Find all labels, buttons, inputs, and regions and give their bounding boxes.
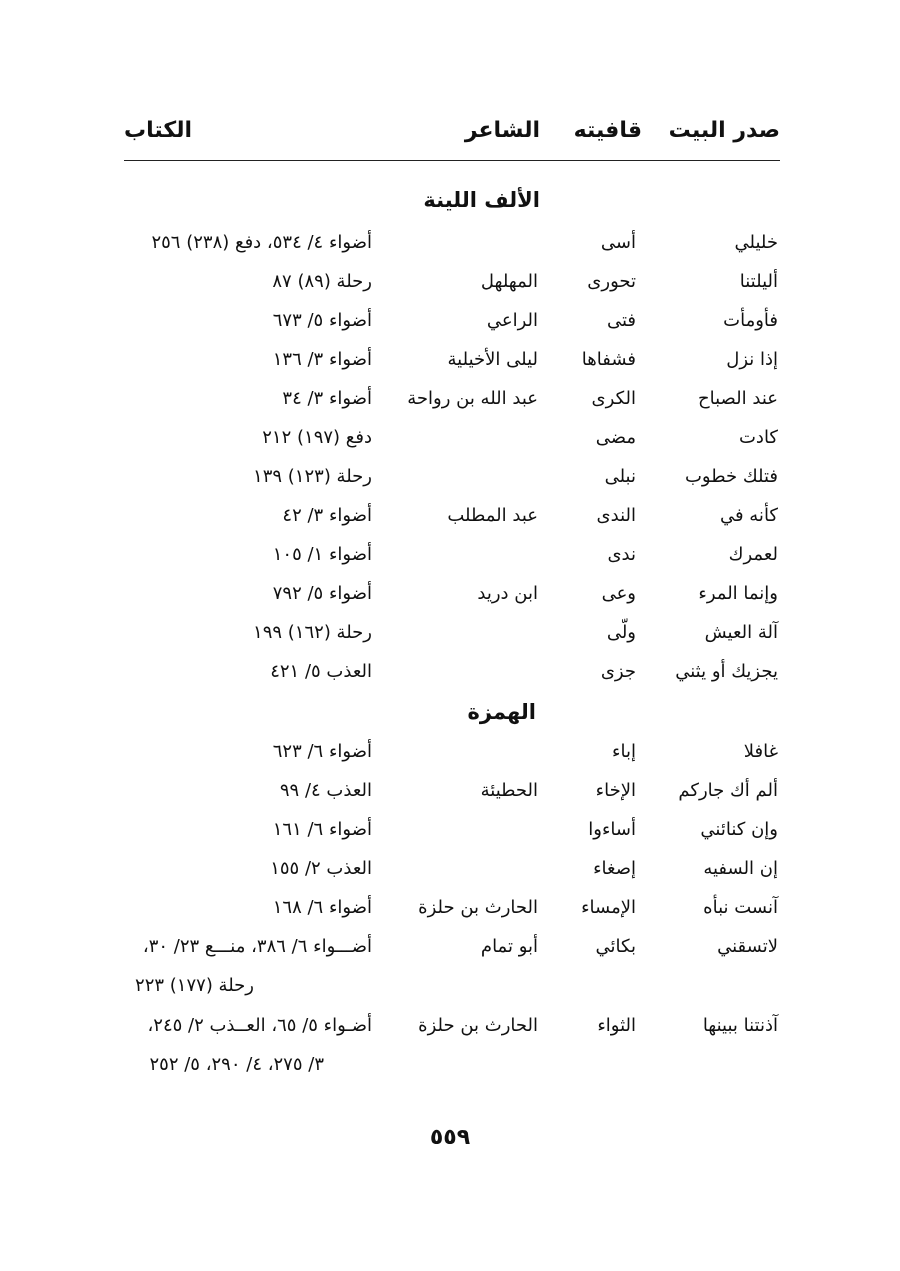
book-reference: أضواء ٥/ ٦٧٣ (272, 310, 372, 331)
book-reference: أضواء ٣/ ٣٤ (282, 388, 372, 409)
book-reference: أضواء ٣/ ١٣٦ (272, 349, 372, 370)
book-reference: أضواء ٥/ ٧٩٢ (272, 583, 372, 604)
book-reference: رحلة (٨٩) ٨٧ (272, 271, 372, 292)
book-reference: أضواء ٦/ ١٦١ (272, 819, 372, 840)
table-row (0, 622, 900, 658)
table-row (0, 819, 900, 855)
verse-start: فتلك خطوب (684, 466, 778, 487)
table-row (0, 1015, 900, 1051)
poet: الحارث بن حلزة (418, 897, 538, 918)
rhyme: إصغاء (593, 858, 636, 879)
table-row (0, 388, 900, 424)
poet: الحطيئة (480, 780, 538, 801)
table-row (0, 505, 900, 541)
rhyme: وعى (601, 583, 636, 604)
header-rule (124, 160, 780, 161)
table-row (0, 741, 900, 777)
header-col-verse-start: صدر البيت (668, 118, 780, 143)
poet: المهلهل (480, 271, 538, 292)
verse-start: إن السفيه (703, 858, 778, 879)
table-row (0, 349, 900, 385)
verse-start: كأنه في (719, 505, 778, 526)
rhyme: فشفاها (581, 349, 636, 370)
book-reference: أضواء ٤/ ٥٣٤، دفع (٢٣٨) ٢٥٦ (151, 232, 372, 253)
book-reference: رحلة (١٦٢) ١٩٩ (253, 622, 372, 643)
book-reference-continued: رحلة (١٧٧) ٢٢٣ (135, 975, 254, 996)
verse-start: كادت (738, 427, 778, 448)
table-row (0, 583, 900, 619)
header-col-rhyme: قافيته (573, 118, 642, 143)
header-col-book: الكتاب (124, 118, 192, 143)
section-title: الهمزة (467, 700, 536, 724)
rhyme: الإمساء (581, 897, 636, 918)
book-reference: أضواء ٣/ ٤٢ (282, 505, 372, 526)
book-reference: العذب ٢/ ١٥٥ (270, 858, 372, 879)
rhyme: الإخاء (595, 780, 636, 801)
rhyme: ولّى (606, 622, 636, 643)
verse-start: لاتسقني (717, 936, 778, 957)
rhyme: نبلى (604, 466, 636, 487)
table-row (0, 936, 900, 972)
verse-start: وإنما المرء (698, 583, 778, 604)
verse-start: آنست نبأه (703, 897, 778, 918)
book-reference: أضـــواء ٦/ ٣٨٦، منـــع ٢٣/ ٣٠، (142, 936, 372, 957)
table-row (0, 858, 900, 894)
book-reference: أضواء ٦/ ٦٢٣ (272, 741, 372, 762)
book-reference: رحلة (١٢٣) ١٣٩ (253, 466, 372, 487)
rhyme: الثواء (597, 1015, 636, 1036)
verse-start: يجزيك أو يثني (675, 661, 778, 682)
verse-start: عند الصباح (698, 388, 778, 409)
table-row (0, 271, 900, 307)
verse-start: غافلا (743, 741, 778, 762)
verse-start: آذنتنا ببينها (702, 1015, 778, 1036)
rhyme: ندى (607, 544, 636, 565)
header-col-poet: الشاعر (464, 118, 540, 143)
book-reference: العذب ٤/ ٩٩ (279, 780, 372, 801)
verse-start: وإن كنائني (700, 819, 778, 840)
verse-start: أليلتنا (739, 271, 778, 292)
rhyme: الكرى (591, 388, 636, 409)
book-reference: دفع (١٩٧) ٢١٢ (262, 427, 372, 448)
verse-start: إذا نزل (726, 349, 778, 370)
poet: الراعي (486, 310, 538, 331)
book-reference: العذب ٥/ ٤٢١ (270, 661, 372, 682)
verse-start: آلة العيش (704, 622, 778, 643)
table-row (0, 661, 900, 697)
table-row (0, 780, 900, 816)
table-row (0, 232, 900, 268)
rhyme: فتى (606, 310, 636, 331)
poet: الحارث بن حلزة (418, 1015, 538, 1036)
poet: أبو تمام (480, 936, 538, 957)
poet: ليلى الأخيلية (447, 349, 538, 370)
rhyme: أسى (600, 232, 636, 253)
poet: عبد الله بن رواحة (407, 388, 538, 409)
poet: عبد المطلب (447, 505, 538, 526)
book-reference: أضواء ٦/ ١٦٨ (272, 897, 372, 918)
rhyme: إباء (612, 741, 636, 762)
book-reference: أضواء ١/ ١٠٥ (272, 544, 372, 565)
verse-start: خليلي (734, 232, 778, 253)
table-row (0, 466, 900, 502)
rhyme: أساءوا (588, 819, 636, 840)
rhyme: الندى (596, 505, 636, 526)
rhyme: بكائي (595, 936, 636, 957)
section-title: الألف اللينة (423, 188, 540, 212)
poet: ابن دريد (477, 583, 538, 604)
verse-start: فأومأت (723, 310, 778, 331)
verse-start: لعمرك (728, 544, 778, 565)
table-row (0, 544, 900, 580)
book-reference-continued: ٣/ ٢٧٥، ٤/ ٢٩٠، ٥/ ٢٥٢ (149, 1054, 324, 1075)
rhyme: جزى (600, 661, 636, 682)
table-row (0, 427, 900, 463)
rhyme: مضى (595, 427, 636, 448)
book-reference: أضـواء ٥/ ٦٥، العــذب ٢/ ٢٤٥، (147, 1015, 372, 1036)
rhyme: تحورى (587, 271, 636, 292)
table-row (0, 310, 900, 346)
table-row (0, 897, 900, 933)
page-number: ٥٥٩ (429, 1125, 471, 1150)
verse-start: ألم أك جاركم (678, 780, 778, 801)
